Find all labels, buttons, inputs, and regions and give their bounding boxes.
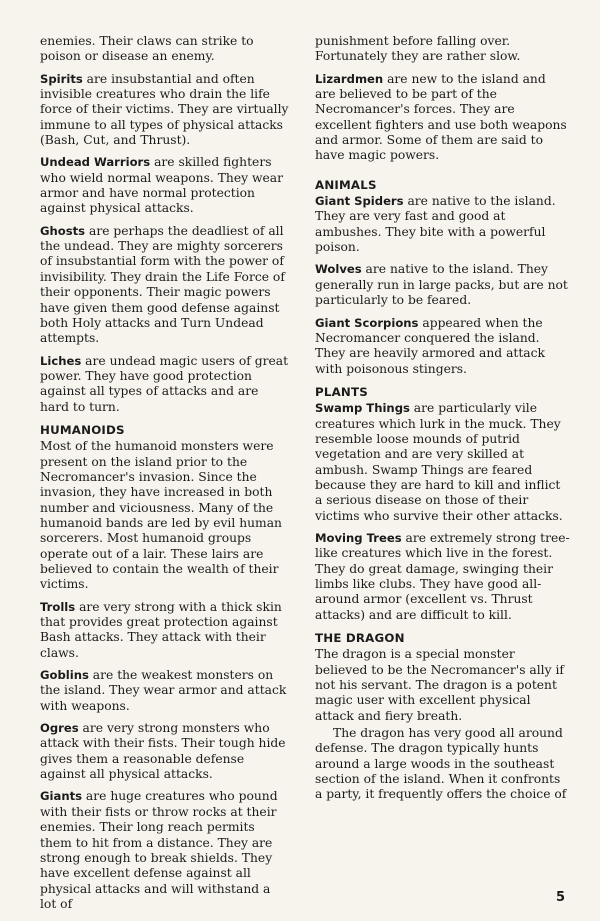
entry-text: are extremely strong tree-like creatures which live in the forest. They do great damage, swinging their limbs like clubs. They have good all-around armor (excellent vs. Thrust attacks) and are difficult to kill. [315,530,570,622]
entry-text: are skilled fighters who wield normal weapons. They wear armor and have normal protection against physical attacks. [40,155,283,216]
entry-trolls [40,600,290,661]
entry-text: appeared when the Necromancer conquered the island. They are heavily armored and attack with poisonous stingers. [315,315,545,376]
entry-term: Moving Trees [315,530,402,545]
section-heading-animals: ANIMALS [315,177,377,192]
entry-text: are undead magic users of great power. They have good protection against all types of attacks and are hard to turn. [40,353,289,414]
dragon-intro: The dragon is a special monster believed to be the Necromancer's ally if not his servant. The dragon is a potent magic user with excellent physical attack and fiery breath. [315,647,564,723]
entry-text: are insubstantial and often invisible creatures who drain the life force of their victims. They are virtually immune to all types of physical attacks (Bash, Cut, and Thrust). [40,71,289,148]
dragon-defense: The dragon has very good all around defense. The dragon typically hunts around a large woods in the southeast section of the island. When it confronts a party, it frequently offers the choice of [315,726,567,802]
entry-term: Giants [40,789,83,804]
entry-term: Liches [40,353,82,368]
page-number: 5 [556,890,566,905]
entry-moving-trees [315,531,570,623]
section-heading-plants: PLANTS [315,384,368,399]
entry-text: are huge creatures who pound with their fists or throw rocks at their enemies. Their long reach permits them to hit from a distance. They are strong enough to break shields. They have excellent defense against all physical attacks and will withstand a lot of [40,789,278,911]
entry-text: are very strong with a thick skin that provides great protection against Bash attacks. They attack with their claws. [40,599,282,660]
entry-term: Lizardmen [315,71,384,86]
entry-goblins [40,668,290,714]
entry-term: Trolls [40,599,76,614]
entry-term: Giant Spiders [315,194,404,209]
entry-giants [40,789,290,912]
section-heading-humanoids: HUMANOIDS [40,422,125,437]
entry-ogres [40,721,290,782]
right-column [315,34,570,810]
entry-term: Ogres [40,721,79,736]
entry-term: Ghosts [40,223,86,238]
entry-giant-scorpions [315,316,570,377]
entry-text: are perhaps the deadliest of all the undead. They are mighty sorcerers of insubstantial form with the power of invisibility. They drain the Life Force of their opponents. Their magic powers have given them good defense against both Holy attacks and Turn Undead attempts. [40,223,285,346]
entry-term: Giant Scorpions [315,315,419,330]
entry-spirits [40,72,290,149]
section-heading-dragon: THE DRAGON [315,631,405,646]
entry-text: are native to the island. They are very fast and good at ambushes. They bite with a powerful poison. [315,194,556,255]
entry-wolves [315,262,570,308]
entry-term: Swamp Things [315,401,410,416]
entry-text: are very strong monsters who attack with their fists. Their tough hide gives them a reasonable defense against all physical attacks. [40,721,286,782]
entry-text: are particularly vile creatures which lurk in the muck. They resemble loose mounds of putrid vegetation and are very skilled at ambush. Swamp Things are feared because they are hard to kill and inflict a serious disease on those of their victims who survive their other attacks. [315,401,563,523]
entry-text: are native to the island. They generally run in large packs, but are not particularly to be feared. [315,262,568,308]
entry-liches [40,354,290,415]
entry-undead-warriors [40,155,290,216]
entry-giant-spiders [315,194,570,255]
entry-lizardmen [315,72,570,164]
entry-ghosts [40,224,290,347]
left-column [40,34,290,919]
entry-term: Goblins [40,668,89,683]
paragraph-continuation: punishment before falling over. Fortunately they are rather slow. [315,34,521,64]
humanoids-intro: Most of the humanoid monsters were present on the island prior to the Necromancer's invasion. Since the invasion, they have increased in both number and viciousness. Many of the humanoid bands are led by evil human sorcerers. Most humanoid groups operate out of a lair. These lairs are believed to contain the wealth of their victims. [40,439,282,592]
entry-text: are the weakest monsters on the island. They wear armor and attack with weapons. [40,668,287,713]
paragraph-continuation: enemies. Their claws can strike to poison or disease an enemy. [40,34,254,64]
entry-term: Spirits [40,71,83,86]
entry-swamp-things [315,401,570,524]
entry-term: Wolves [315,262,362,277]
entry-text: are new to the island and are believed to be part of the Necromancer's forces. They are excellent fighters and use both weapons and armor. Some of them are said to have magic powers. [315,71,567,163]
entry-term: Undead Warriors [40,155,151,170]
